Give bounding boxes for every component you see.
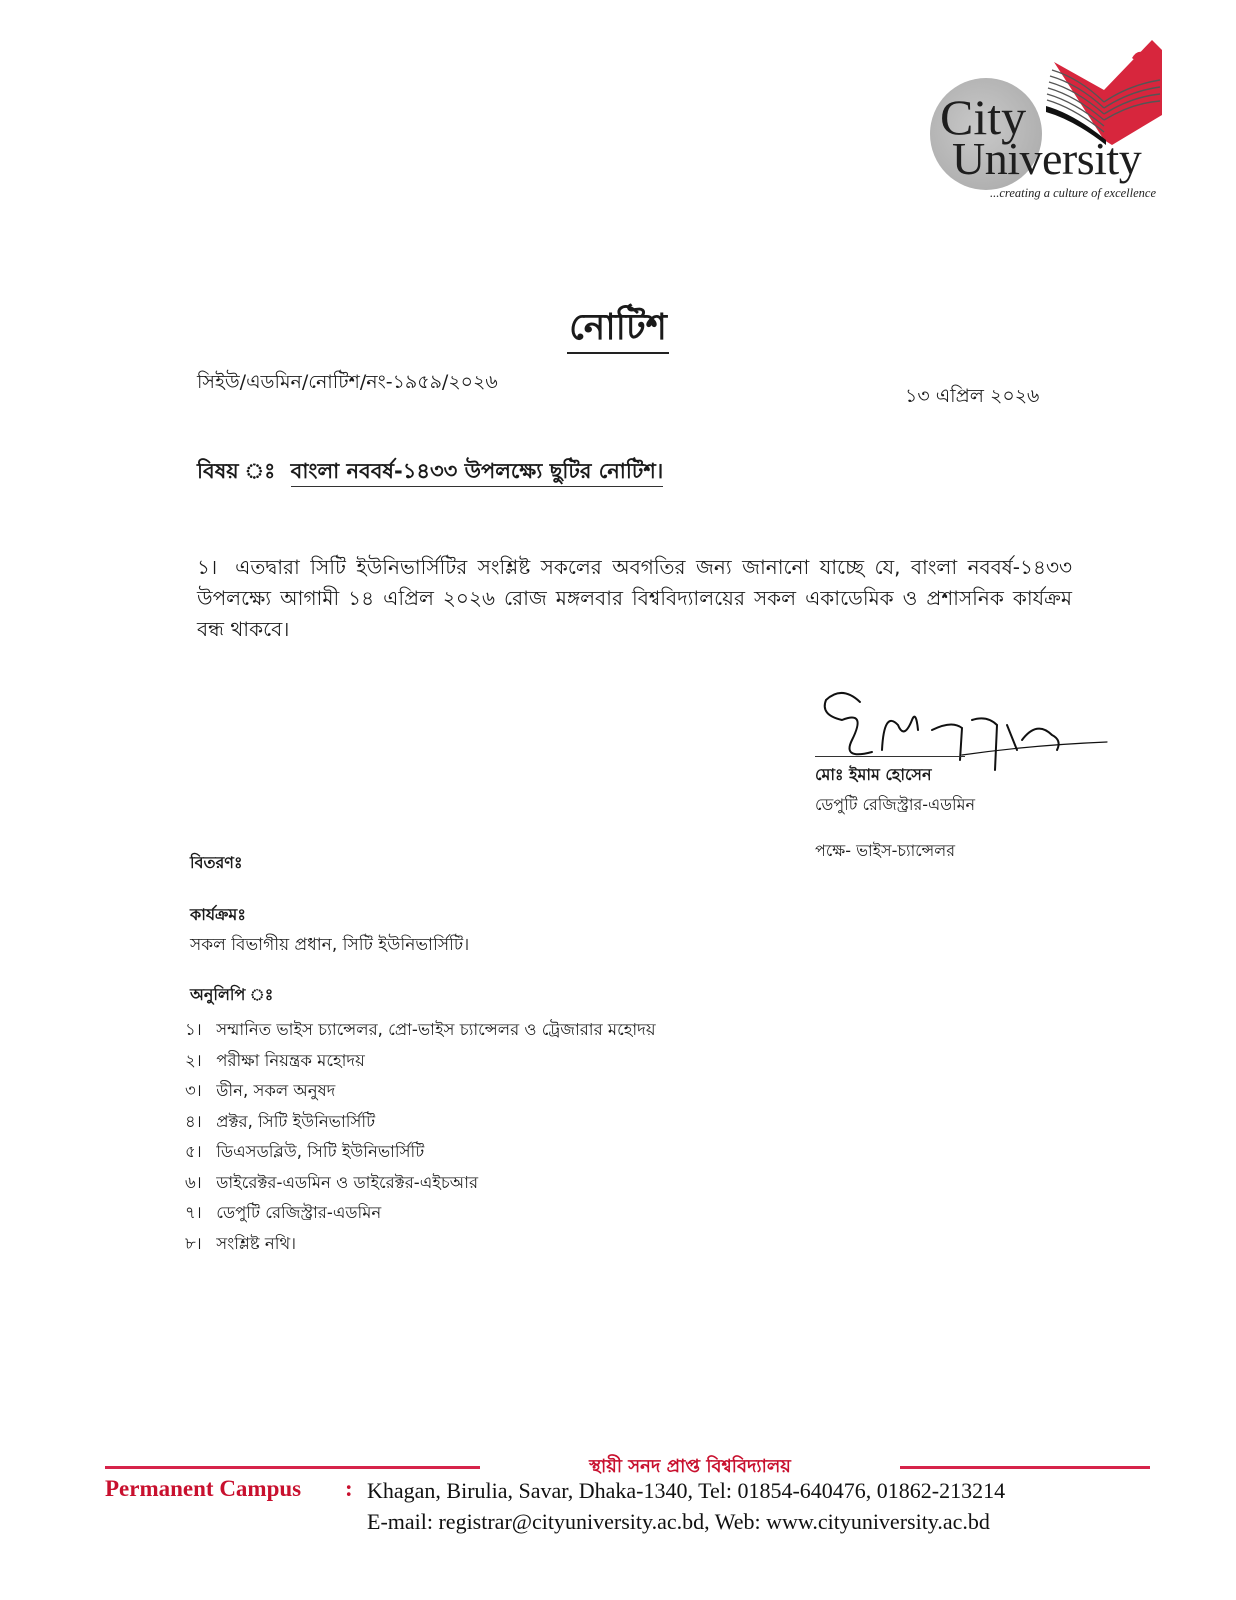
campus-address: Khagan, Birulia, Savar, Dhaka-1340, Tel: 01854-640476, 01862-213214 bbox=[367, 1478, 1006, 1503]
copy-list bbox=[185, 1015, 656, 1259]
copy-item-number: ৮। bbox=[185, 1233, 202, 1253]
campus-colon: : bbox=[345, 1476, 353, 1501]
signatory-name: মোঃ ইমাম হোসেন bbox=[815, 765, 932, 784]
distribution-label: বিতরণঃ bbox=[190, 853, 243, 872]
copy-item-number: ৪। bbox=[185, 1111, 202, 1131]
action-text: সকল বিভাগীয় প্রধান, সিটি ইউনিভার্সিটি। bbox=[190, 935, 470, 955]
paragraph-number: ১। bbox=[197, 555, 218, 579]
copy-item bbox=[185, 1229, 656, 1260]
copy-item bbox=[185, 1076, 656, 1107]
subject-line bbox=[197, 455, 663, 490]
action-label: কার্যক্রমঃ bbox=[190, 905, 246, 924]
copy-item-text: সম্মানিত ভাইস চ্যান্সেলর, প্রো-ভাইস চ্যান্সেলর ও ট্রেজারার মহোদয় bbox=[216, 1020, 656, 1039]
copy-item-number: ১। bbox=[185, 1020, 202, 1039]
footer-rule-left bbox=[105, 1466, 485, 1469]
logo-tagline: ...creating a culture of excellence bbox=[990, 186, 1157, 200]
copy-item-text: ডাইরেক্টর-এডমিন ও ডাইরেক্টর-এইচআর bbox=[216, 1172, 479, 1192]
university-logo bbox=[922, 40, 1172, 215]
copy-item-text: ডেপুটি রেজিস্ট্রার-এডমিন bbox=[216, 1203, 382, 1222]
copy-item-text: পরীক্ষা নিয়ন্ত্রক মহোদয় bbox=[216, 1050, 365, 1070]
logo-name-university: University bbox=[952, 133, 1142, 184]
campus-contact: E-mail: registrar@cityuniversity.ac.bd, Web: www.cityuniversity.ac.bd bbox=[367, 1509, 990, 1534]
copy-label: অনুলিপি ঃ bbox=[190, 985, 274, 1004]
copy-item bbox=[185, 1137, 656, 1168]
copy-item-text: সংশ্লিষ্ট নথি। bbox=[216, 1233, 297, 1253]
logo-name-city: City bbox=[940, 89, 1027, 145]
copy-item-text: ডীন, সকল অনুষদ bbox=[216, 1081, 336, 1100]
open-book-icon bbox=[1034, 40, 1169, 145]
copy-item-number: ৫। bbox=[185, 1142, 202, 1161]
copy-item bbox=[185, 1107, 656, 1138]
subject-label: বিষয় ঃ bbox=[197, 459, 276, 483]
copy-item bbox=[185, 1168, 656, 1199]
footer-rule bbox=[105, 1456, 1150, 1477]
notice-body bbox=[197, 552, 1072, 645]
subject-text: বাংলা নববর্ষ-১৪৩৩ উপলক্ষ্যে ছুটির নোটিশ। bbox=[291, 459, 664, 487]
paragraph-text: এতদ্বারা সিটি ইউনিভার্সিটির সংশ্লিষ্ট সকলের অবগতির জন্য জানানো যাচ্ছে যে, বাংলা নববর্ষ-১৪৩৩ উপলক্ষ্যে আগামী ১৪ এপ্রিল ২০২৬ রোজ মঙ্গলবার বিশ্ববিদ্যালয়ের সকল একাডেমিক ও প্রশাসনিক কার্যক্রম বন্ধ থাকবে। bbox=[197, 555, 1072, 641]
copy-item bbox=[185, 1046, 656, 1077]
copy-item-text: প্রক্টর, সিটি ইউনিভার্সিটি bbox=[216, 1111, 376, 1131]
footer-badge: স্থায়ী সনদ প্রাপ্ত বিশ্ববিদ্যালয় bbox=[480, 1452, 900, 1483]
copy-item-number: ২। bbox=[185, 1050, 202, 1070]
copy-item-text: ডিএসডব্লিউ, সিটি ইউনিভার্সিটি bbox=[216, 1142, 425, 1161]
reference-number: সিইউ/এডমিন/নোটিশ/নং-১৯৫৯/২০২৬ bbox=[197, 371, 498, 393]
copy-item bbox=[185, 1015, 656, 1046]
signatory-on-behalf: পক্ষে- ভাইস-চ্যান্সেলর bbox=[815, 841, 955, 860]
notice-title-text: নোটিশ bbox=[567, 307, 669, 354]
signature-line bbox=[815, 756, 965, 757]
copy-item-number: ৬। bbox=[185, 1172, 202, 1192]
notice-date: ১৩ এপ্রিল ২০২৬ bbox=[905, 385, 1040, 407]
copy-item-number: ৩। bbox=[185, 1081, 202, 1100]
signatory-designation: ডেপুটি রেজিস্ট্রার-এডমিন bbox=[815, 795, 975, 814]
copy-item bbox=[185, 1198, 656, 1229]
campus-label: Permanent Campus bbox=[105, 1476, 302, 1501]
copy-item-number: ৭। bbox=[185, 1203, 202, 1222]
notice-title bbox=[0, 300, 1236, 360]
